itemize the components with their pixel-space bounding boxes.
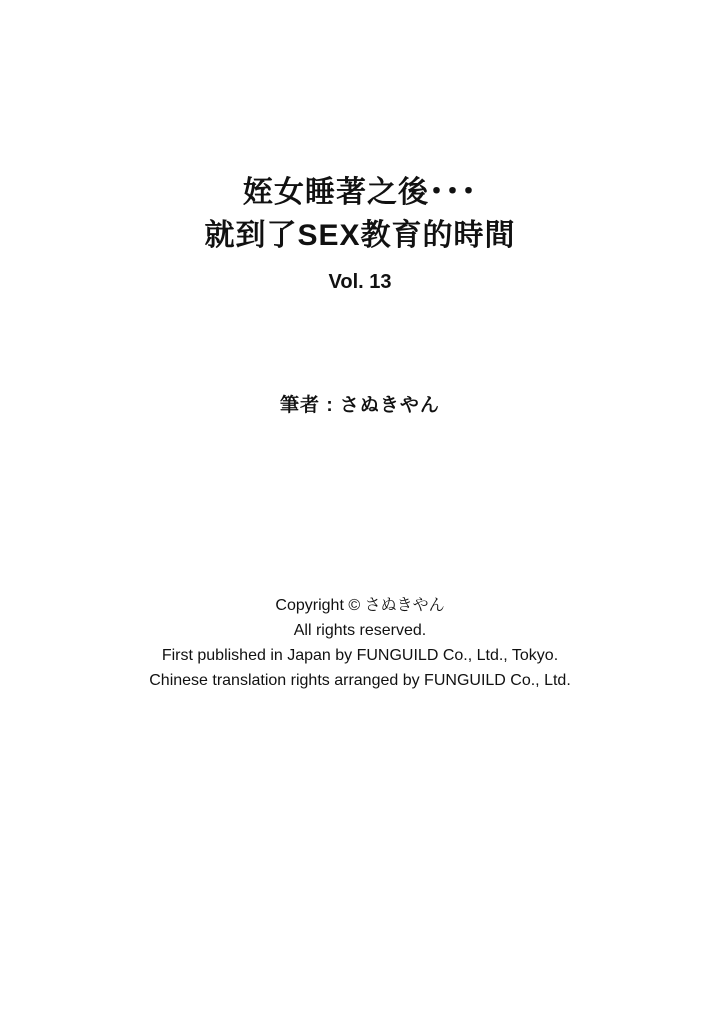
copyright-line-3: First published in Japan by FUNGUILD Co., Ltd., Tokyo.: [161, 646, 559, 664]
title-line-2: 就到了SEX教育的時間: [204, 218, 516, 252]
volume-label: Vol. 13: [328, 271, 392, 294]
title-line-1: 姪女睡著之後･･･: [243, 176, 477, 209]
copyright-block: [0, 594, 720, 694]
title-block: [0, 172, 720, 294]
author-credit: 筆者 : さぬきやん: [280, 395, 440, 416]
copyright-line-2: All rights reserved.: [293, 621, 427, 639]
copyright-line-4: Chinese translation rights arranged by FUNGUILD Co., Ltd.: [149, 671, 571, 689]
copyright-line-1: Copyright © さぬきやん: [275, 597, 445, 614]
